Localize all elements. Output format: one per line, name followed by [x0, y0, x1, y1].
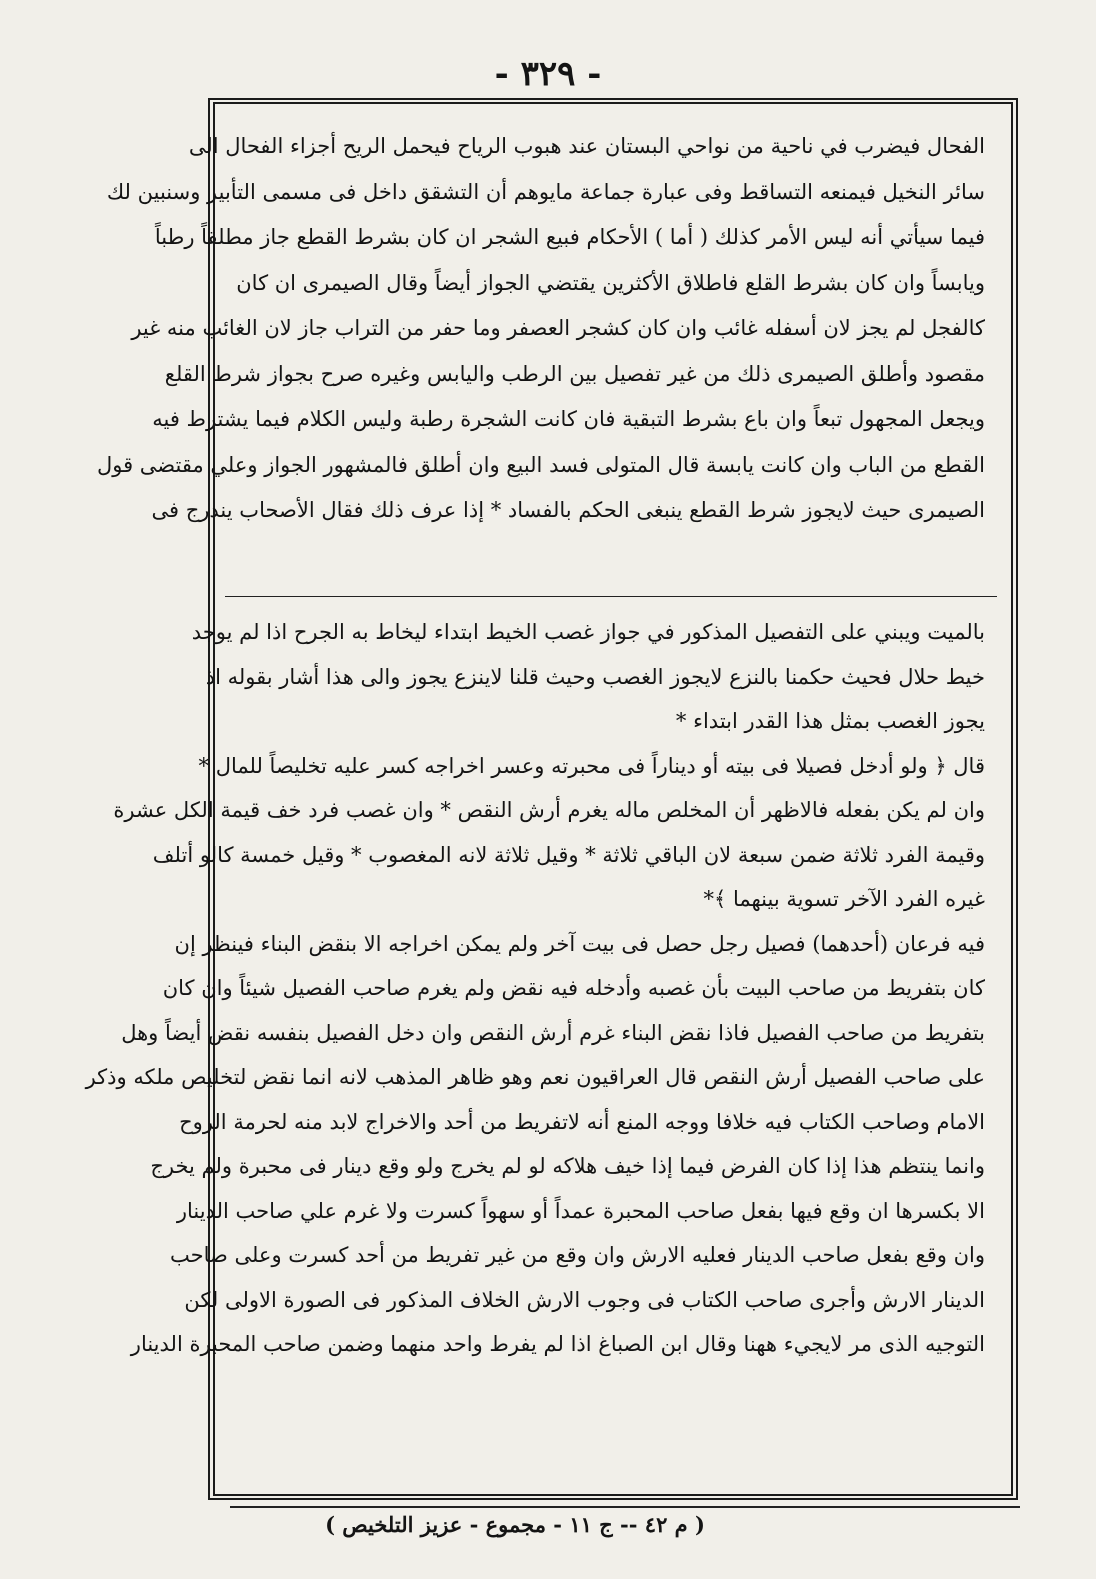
- upper-line: فيما سيأتي أنه ليس الأمر كذلك ( أما ) الأحكام فبيع الشجر ان كان بشرط القطع جاز مطلقاً رطباً: [154, 225, 985, 249]
- upper-line: القطع من الباب وان كانت يابسة قال المتولى فسد البيع وان أطلق فالمشهور الجواز وعلي مقتضى قول: [96, 452, 985, 477]
- upper-line: ويابساً وان كان بشرط القلع فاطلاق الأكثرين يقتضي الجواز أيضاً وقال الصيمرى ان كان: [236, 270, 985, 295]
- lower-line: الا بكسرها ان وقع فيها بفعل صاحب المحبرة عمداً أو سهواً كسرت ولا غرم علي صاحب الدينار: [176, 1198, 985, 1223]
- lower-line: بالميت ويبني على التفصيل المذكور في جواز غصب الخيط ابتداء ليخاط به الجرح اذا لم يوجد: [191, 620, 985, 644]
- lower-line: وقيمة الفرد ثلاثة ضمن سبعة لان الباقي ثلاثة * وقيل ثلاثة لانه المغصوب * وقيل خمسة كالو أتلف: [152, 842, 985, 867]
- upper-line: ويجعل المجهول تبعاً وان باع بشرط التبقية فان كانت الشجرة رطبة وليس الكلام فيما يشترط فيه: [152, 407, 985, 431]
- lower-line: على صاحب الفصيل أرش النقص قال العراقيون نعم وهو ظاهر المذهب لانه انما نقض لتخليص ملكه وذكر: [85, 1065, 985, 1089]
- page-number: - ٣٢٩ -: [494, 54, 602, 94]
- lower-line: الدينار الارش وأجرى صاحب الكتاب فى وجوب الارش الخلاف المذكور فى الصورة الاولى لكن: [184, 1287, 985, 1312]
- page-footer: ( م ٤٢ -- ج ١١ - مجموع - عزيز التلخيص ): [325, 1512, 705, 1537]
- upper-line: سائر النخيل فيمنعه التساقط وفى عبارة جماعة مايوهم أن التشقق داخل فى مسمى التأبير وسنبين لك: [106, 179, 985, 204]
- footer-rule: [230, 1506, 1020, 1508]
- text-frame: [85, 98, 1018, 1500]
- lower-line: وان وقع بفعل صاحب الدينار فعليه الارش وان وقع من غير تفريط من أحد كسرت وعلى صاحب: [169, 1243, 985, 1267]
- upper-line: مقصود وأطلق الصيمرى ذلك من غير تفصيل بين الرطب واليابس وغيره صرح بجواز شرط القلع: [164, 361, 985, 386]
- lower-line: وان لم يكن بفعله فالاظهر أن المخلص ماله يغرم أرش النقص * وان غصب فرد خف قيمة الكل عشرة: [113, 798, 985, 822]
- upper-line: الصيمرى حيث لايجوز شرط القطع ينبغى الحكم بالفساد * إذا عرف ذلك فقال الأصحاب يندرج فى: [151, 498, 985, 522]
- lower-line: بتفريط من صاحب الفصيل فاذا نقض البناء غرم أرش النقص وان دخل الفصيل بنفسه نقض أيضاً وهل: [121, 1020, 985, 1045]
- lower-line: الامام وصاحب الكتاب فيه خلافا ووجه المنع أنه لاتفريط من أحد والاخراج لابد منه لحرمة الروح: [179, 1109, 985, 1134]
- lower-text-block: [85, 610, 985, 1367]
- lower-line: وانما ينتظم هذا إذا كان الفرض فيما إذا خيف هلاكه لو لم يخرج ولو وقع دينار فى محبرة ولم يخرج: [150, 1154, 985, 1178]
- lower-line: يجوز الغصب بمثل هذا القدر ابتداء *: [675, 709, 985, 733]
- lower-line: فيه فرعان (أحدهما) فصيل رجل حصل فى بيت آخر ولم يمكن اخراجه الا بنقض البناء فينظر إن: [174, 931, 985, 956]
- upper-line: الفحال فيضرب في ناحية من نواحي البستان عند هبوب الرياح فيحمل الريح أجزاء الفحال الى: [188, 134, 985, 158]
- upper-line: كالفجل لم يجز لان أسفله غائب وان كان كشجر العصفر وما حفر من التراب جاز لان الغائب منه غير: [131, 316, 985, 340]
- lower-line: التوجيه الذى مر لايجيء ههنا وقال ابن الصباغ اذا لم يفرط واحد منهما وضمن صاحب المحبرة الدينار: [130, 1332, 985, 1356]
- lower-line: خيط حلال فحيث حكمنا بالنزع لايجوز الغصب وحيث قلنا لاينزع يجوز والى هذا أشار بقوله اذ: [205, 664, 985, 689]
- upper-text-block: [96, 124, 985, 534]
- lower-line: كان بتفريط من صاحب البيت بأن غصبه وأدخله فيه نقض ولم يغرم صاحب الفصيل شيئاً وان كان: [162, 976, 985, 1000]
- lower-line: قال ﴿ ولو أدخل فصيلا فى بيته أو ديناراً فى محبرته وعسر اخراجه كسر عليه تخليصاً للمال *: [198, 753, 985, 778]
- lower-line: غيره الفرد الآخر تسوية بينهما ﴾*: [703, 887, 985, 911]
- section-divider: [225, 596, 997, 597]
